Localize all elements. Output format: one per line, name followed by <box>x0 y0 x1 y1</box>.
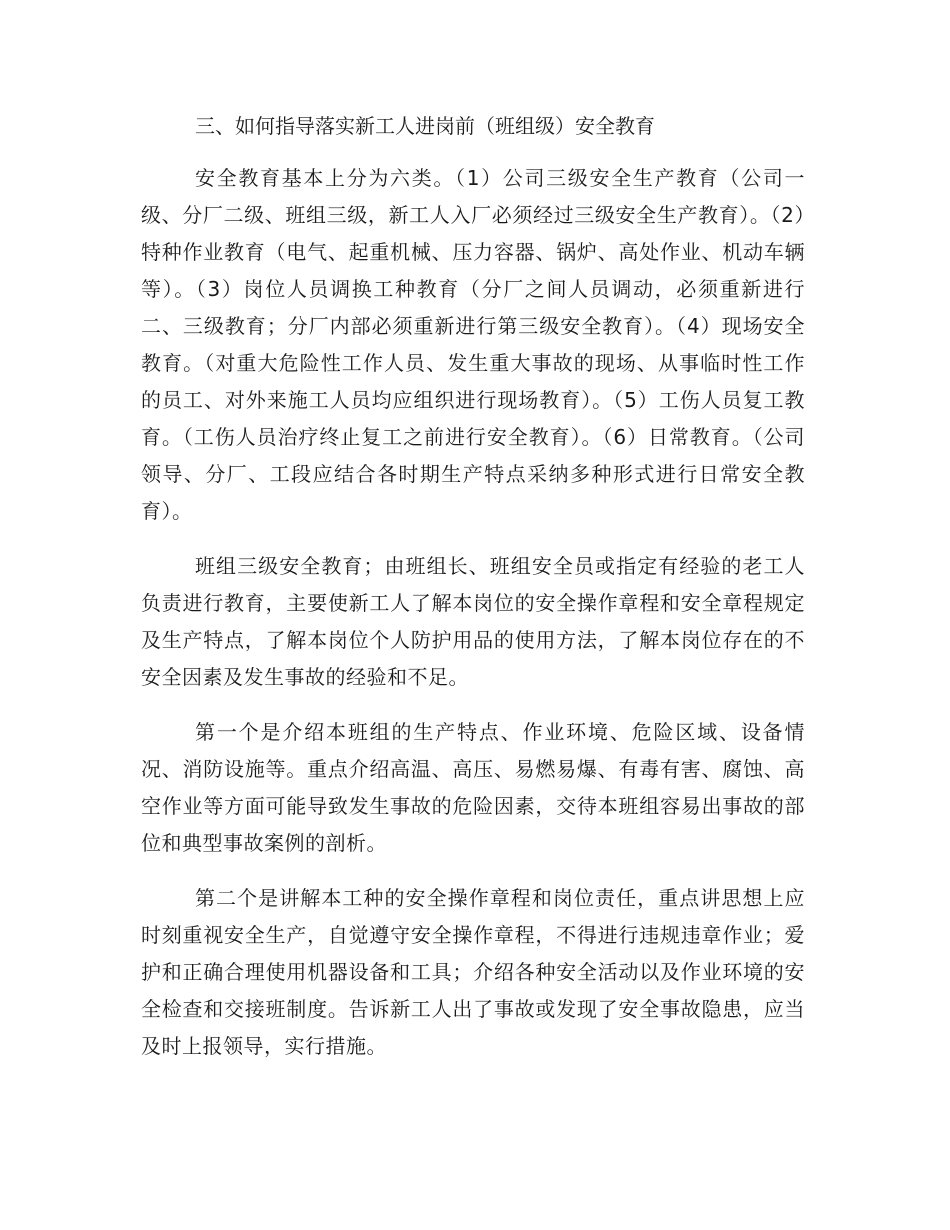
section-heading: 三、如何指导落实新工人进岗前（班组级）安全教育 <box>195 114 655 138</box>
paragraph-first-item: 第一个是介绍本班组的生产特点、作业环境、危险区域、设备情况、消防设施等。重点介绍高温、高压、易燃易爆、有毒有害、腐蚀、高空作业等方面可能导致发生事故的危险因素，交待本班组容易出事故的部位和典型事故案例的剖析。 <box>141 720 805 855</box>
document-body <box>141 160 805 1083</box>
paragraph-education-categories: 安全教育基本上分为六类。（1）公司三级安全生产教育（公司一级、分厂二级、班组三级，新工人入厂必须经过三级安全生产教育）。（2）特种作业教育（电气、起重机械、压力容器、锅炉、高处作业、机动车辆等）。（3）岗位人员调换工种教育（分厂之间人员调动，必须重新进行二、三级教育；分厂内部必须重新进行第三级安全教育）。（4）现场安全教育。（对重大危险性工作人员、发生重大事故的现场、从事临时性工作的员工、对外来施工人员均应组织进行现场教育）。（5）工伤人员复工教育。（工伤人员治疗终止复工之前进行安全教育）。（6）日常教育。（公司领导、分厂、工段应结合各时期生产特点采纳多种形式进行日常安全教育）。 <box>141 166 805 523</box>
paragraph-second-item: 第二个是讲解本工种的安全操作章程和岗位责任，重点讲思想上应时刻重视安全生产，自觉遵守安全操作章程，不得进行违规违章作业；爱护和正确合理使用机器设备和工具；介绍各种安全活动以及作业环境的安全检查和交接班制度。告诉新工人出了事故或发现了安全事故隐患，应当及时上报领导，实行措施。 <box>141 886 805 1058</box>
paragraph-team-level-education: 班组三级安全教育；由班组长、班组安全员或指定有经验的老工人负责进行教育，主要使新工人了解本岗位的安全操作章程和安全章程规定及生产特点，了解本岗位个人防护用品的使用方法，了解本岗位存在的不安全因素及发生事故的经验和不足。 <box>141 554 805 689</box>
